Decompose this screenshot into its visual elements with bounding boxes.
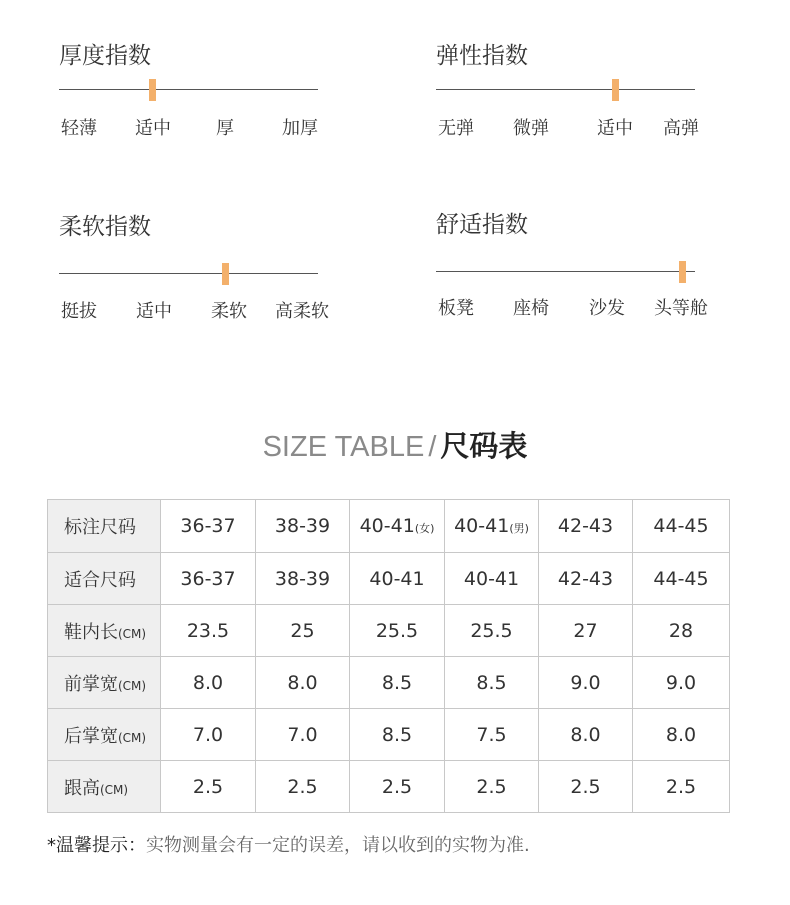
table-cell	[539, 657, 633, 709]
table-cell	[633, 657, 730, 709]
index-label: 适中	[136, 301, 172, 322]
table-cell	[539, 709, 633, 761]
table-cell	[256, 761, 350, 813]
table-cell	[445, 761, 539, 813]
table-cell	[161, 657, 256, 709]
cell-value: 44-45	[653, 567, 709, 590]
cell-value: 40-41	[463, 567, 520, 590]
table-cell	[161, 605, 256, 657]
table-cell	[350, 605, 445, 657]
row-header-label: 前掌宽	[64, 673, 118, 695]
row-header-unit: (CM)	[100, 782, 129, 797]
table-cell	[539, 605, 633, 657]
table-row	[48, 761, 730, 813]
table-cell	[633, 709, 730, 761]
table-cell	[256, 605, 350, 657]
cell-value: 27	[573, 619, 598, 642]
table-cell	[633, 553, 730, 605]
cell-value: 2.5	[192, 775, 224, 798]
cell-value: 25.5	[375, 619, 419, 642]
index-label: 适中	[597, 118, 633, 139]
cell-value: 25.5	[470, 619, 513, 642]
index-track	[436, 271, 695, 272]
index-label: 加厚	[282, 118, 318, 139]
index-labels	[59, 114, 349, 138]
index-label: 适中	[135, 118, 171, 139]
row-header-unit: (CM)	[118, 678, 147, 693]
cell-value: 40-41	[359, 515, 415, 537]
index-track	[59, 273, 318, 274]
cell-value: 38-39	[274, 515, 331, 537]
index-title: 柔软指数	[59, 214, 151, 240]
index-labels	[436, 294, 726, 318]
cell-value: 2.5	[476, 775, 507, 798]
size-table	[47, 499, 730, 813]
table-cell	[161, 761, 256, 813]
size-table-title	[0, 424, 790, 465]
row-header-label: 后掌宽	[64, 725, 118, 747]
cell-subtext: (男)	[509, 522, 529, 535]
row-header-label: 适合尺码	[64, 569, 136, 591]
table-cell	[633, 500, 730, 553]
table-cell	[161, 500, 256, 553]
cell-value: 8.0	[287, 671, 318, 694]
table-cell	[539, 553, 633, 605]
table-cell	[539, 761, 633, 813]
cell-value: 9.0	[665, 671, 697, 694]
table-cell	[445, 657, 539, 709]
cell-subtext: (女)	[414, 522, 435, 535]
index-label: 柔软	[211, 301, 247, 322]
cell-value: 40-41	[454, 515, 510, 537]
row-header-label: 标注尺码	[64, 517, 136, 538]
cell-value: 9.0	[570, 671, 601, 694]
cell-value: 7.0	[287, 723, 318, 746]
table-row	[48, 657, 730, 709]
note-label: *温馨提示：	[47, 835, 146, 856]
index-label: 微弹	[513, 118, 549, 139]
table-row	[48, 500, 730, 553]
row-header-label: 鞋内长	[64, 621, 118, 643]
table-cell	[256, 500, 350, 553]
cell-value: 38-39	[274, 567, 331, 590]
table-cell	[350, 657, 445, 709]
table-row	[48, 605, 730, 657]
table-cell	[350, 761, 445, 813]
size-table-title-en: SIZE TABLE	[262, 431, 425, 463]
table-cell	[633, 761, 730, 813]
index-label: 高弹	[663, 118, 699, 139]
table-cell	[539, 500, 633, 553]
index-label: 头等舱	[654, 298, 708, 319]
index-marker	[149, 79, 156, 101]
table-cell	[350, 553, 445, 605]
index-label: 挺拔	[61, 301, 97, 322]
index-marker	[222, 263, 229, 285]
cell-value: 2.5	[665, 775, 697, 798]
cell-value: 42-43	[557, 567, 614, 590]
note	[47, 831, 530, 857]
row-header	[48, 553, 161, 605]
row-header	[48, 761, 161, 813]
cell-value: 7.0	[192, 723, 224, 746]
table-cell	[445, 553, 539, 605]
cell-value: 40-41	[369, 567, 425, 590]
row-header-unit: (CM)	[118, 626, 147, 641]
table-row	[48, 709, 730, 761]
index-title: 弹性指数	[436, 43, 528, 69]
index-title: 舒适指数	[436, 212, 528, 238]
cell-value: 2.5	[570, 775, 601, 798]
table-cell	[445, 500, 539, 553]
index-title: 厚度指数	[59, 43, 151, 69]
title-slash: /	[428, 431, 437, 463]
cell-value: 8.0	[570, 723, 601, 746]
index-label: 沙发	[589, 298, 625, 319]
cell-value: 8.5	[476, 671, 507, 694]
cell-value: 25	[290, 619, 315, 642]
table-cell	[161, 553, 256, 605]
size-table-title-cn: 尺码表	[440, 429, 528, 463]
index-labels	[436, 114, 726, 138]
index-track	[59, 89, 318, 90]
table-cell	[350, 709, 445, 761]
cell-value: 44-45	[653, 515, 709, 537]
cell-value: 2.5	[287, 775, 318, 798]
row-header	[48, 500, 161, 553]
table-cell	[256, 553, 350, 605]
table-cell	[161, 709, 256, 761]
index-label: 无弹	[438, 118, 474, 139]
table-cell	[445, 605, 539, 657]
cell-value: 36-37	[180, 515, 236, 537]
cell-value: 8.0	[192, 671, 224, 694]
index-marker	[679, 261, 686, 283]
cell-value: 8.5	[381, 723, 413, 746]
cell-value: 7.5	[476, 723, 507, 746]
table-row	[48, 553, 730, 605]
note-text: 实物测量会有一定的误差，请以收到的实物为准.	[146, 835, 530, 856]
index-label: 高柔软	[275, 301, 329, 322]
cell-value: 8.0	[665, 723, 697, 746]
cell-value: 36-37	[180, 567, 236, 590]
index-track	[436, 89, 695, 90]
index-labels	[59, 297, 349, 321]
row-header	[48, 657, 161, 709]
index-label: 轻薄	[61, 118, 97, 139]
table-cell	[633, 605, 730, 657]
row-header	[48, 709, 161, 761]
row-header-label: 跟高	[64, 777, 100, 799]
cell-value: 28	[668, 619, 694, 642]
table-cell	[256, 709, 350, 761]
cell-value: 42-43	[557, 515, 614, 537]
cell-value: 23.5	[186, 619, 230, 642]
table-cell	[445, 709, 539, 761]
row-header	[48, 605, 161, 657]
cell-value: 2.5	[381, 775, 413, 798]
index-label: 厚	[216, 118, 234, 139]
table-cell	[350, 500, 445, 553]
table-cell	[256, 657, 350, 709]
index-label: 板凳	[438, 298, 474, 319]
cell-value: 8.5	[381, 671, 413, 694]
index-label: 座椅	[513, 298, 549, 319]
row-header-unit: (CM)	[118, 730, 147, 745]
index-marker	[612, 79, 619, 101]
